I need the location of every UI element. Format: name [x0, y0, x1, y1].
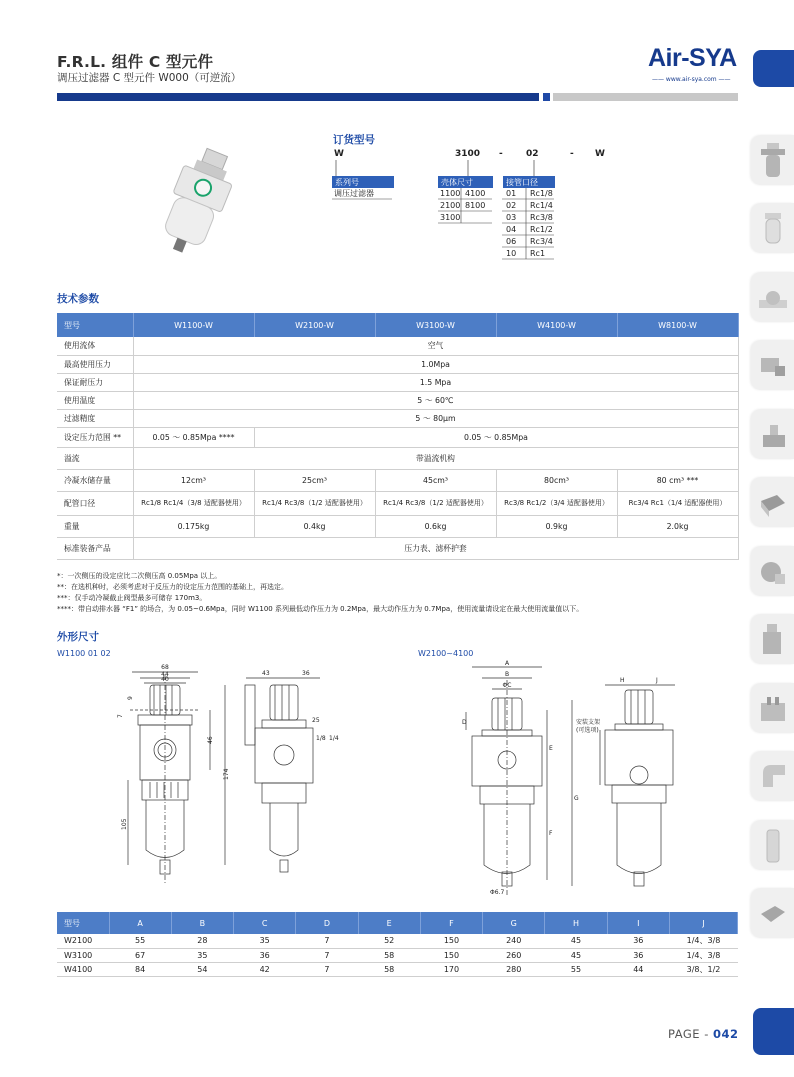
code-series: W — [334, 149, 344, 159]
row-label: 冷凝水储存量 — [57, 469, 133, 491]
series-value: 调压过滤器 — [334, 189, 374, 198]
port-size: Rc1/2 — [530, 225, 553, 234]
svg-text:ΦC: ΦC — [502, 682, 512, 689]
th-g: G — [483, 912, 545, 934]
th-w3100: W3100-W — [375, 313, 496, 337]
sidebar-tab-valve[interactable] — [751, 340, 794, 390]
sidebar-tab-unit[interactable] — [751, 888, 794, 938]
cell: 150 — [420, 934, 482, 948]
table-row — [57, 427, 738, 447]
code-dash-2: - — [570, 149, 574, 159]
row-value: Rc1/4 Rc3/8（1/2 适配器使用） — [254, 491, 375, 515]
regulator-icon — [757, 415, 789, 455]
page-prefix: PAGE - — [668, 1027, 709, 1041]
row-label: 使用流体 — [57, 337, 133, 355]
drawing-label-left: W1100 01 02 — [57, 649, 111, 658]
chapter-tab[interactable] — [753, 50, 794, 87]
svg-text:46: 46 — [207, 736, 214, 744]
size-cell: 1100 — [440, 189, 461, 198]
size-cell: 4100 — [465, 189, 486, 198]
svg-text:G: G — [574, 795, 579, 802]
table-row — [57, 948, 738, 962]
cell: 58 — [358, 948, 420, 962]
fitting-icon — [757, 278, 789, 318]
row-value: Rc1/4 Rc3/8（1/2 适配器使用） — [375, 491, 496, 515]
row-label: 最高使用压力 — [57, 355, 133, 373]
table-row — [57, 515, 738, 537]
cell: 67 — [109, 948, 171, 962]
cell: 1/4、3/8 — [670, 948, 738, 962]
row-value: 5 ～ 60℃ — [133, 391, 738, 409]
cell: 36 — [234, 948, 296, 962]
svg-text:B: B — [504, 671, 510, 678]
elbow-fitting-icon — [757, 757, 789, 797]
cell: 44 — [607, 962, 669, 976]
row-value: 空气 — [133, 337, 738, 355]
th-model: 型号 — [57, 912, 109, 934]
th-i: I — [607, 912, 669, 934]
code-option: W — [595, 149, 605, 159]
tech-table — [57, 313, 739, 560]
row-label: 设定压力范围 ** — [57, 427, 133, 447]
cell: 3/8、1/2 — [670, 962, 738, 976]
th-d: D — [296, 912, 358, 934]
svg-text:E: E — [549, 745, 553, 752]
svg-text:40: 40 — [161, 676, 169, 683]
sidebar-tab-manifold[interactable] — [751, 614, 794, 664]
cell: 35 — [234, 934, 296, 948]
port-code: 06 — [506, 237, 517, 246]
tech-header-row — [57, 313, 738, 337]
port-header: 接管口径 — [503, 176, 555, 188]
row-value: 0.4kg — [254, 515, 375, 537]
cell: W3100 — [57, 948, 109, 962]
port-size: Rc3/8 — [530, 213, 553, 222]
svg-text:1/4: 1/4 — [329, 735, 339, 742]
sidebar-tab-block[interactable] — [751, 477, 794, 527]
ordering-title: 订货型号 — [333, 134, 375, 146]
port-size: Rc1/4 — [530, 201, 553, 210]
row-label: 配管口径 — [57, 491, 133, 515]
row-value: 80 cm³ *** — [617, 469, 738, 491]
tech-title: 技术参数 — [57, 293, 99, 305]
drawing-w2100-4100 — [450, 660, 710, 900]
svg-text:Φ6.7: Φ6.7 — [490, 889, 505, 896]
valve-icon — [757, 346, 789, 386]
table-row — [57, 337, 738, 355]
port-code: 10 — [506, 249, 517, 258]
table-row — [57, 355, 738, 373]
row-label: 标准装备产品 — [57, 537, 133, 559]
cell: 45 — [545, 948, 607, 962]
table-row — [57, 962, 738, 976]
page-tab[interactable] — [753, 1008, 794, 1055]
row-value: 0.9kg — [496, 515, 617, 537]
cell: 55 — [109, 934, 171, 948]
svg-text:36: 36 — [302, 670, 310, 677]
table-row — [57, 391, 738, 409]
cell: W2100 — [57, 934, 109, 948]
svg-text:J: J — [656, 677, 658, 684]
row-label: 过滤精度 — [57, 409, 133, 427]
port-code: 02 — [506, 201, 517, 210]
svg-text:D: D — [462, 719, 467, 726]
cell: 240 — [483, 934, 545, 948]
row-label: 使用温度 — [57, 391, 133, 409]
page-number — [668, 1027, 739, 1041]
table-row — [57, 537, 738, 559]
svg-text:68: 68 — [161, 664, 169, 671]
row-value: 80cm³ — [496, 469, 617, 491]
table-row — [57, 491, 738, 515]
row-value: 25cm³ — [254, 469, 375, 491]
cell: 260 — [483, 948, 545, 962]
row-value: 0.175kg — [133, 515, 254, 537]
port-size: Rc3/4 — [530, 237, 553, 246]
sidebar-tab-regulator[interactable] — [751, 409, 794, 459]
product-photo — [125, 140, 265, 270]
port-code: 01 — [506, 189, 517, 198]
row-value: 0.6kg — [375, 515, 496, 537]
row-value: Rc1/8 Rc1/4（3/8 适配器使用） — [133, 491, 254, 515]
series-header: 系列号 — [332, 176, 394, 188]
size-cell: 2100 — [440, 201, 461, 210]
sidebar-tab-pressure[interactable] — [751, 683, 794, 733]
svg-text:安装支架: 安装支架 — [576, 719, 601, 726]
row-value: 12cm³ — [133, 469, 254, 491]
sidebar-tab-actuator[interactable] — [751, 546, 794, 596]
cell: 35 — [171, 948, 233, 962]
drawing-w1100 — [110, 660, 360, 895]
block-icon — [757, 483, 789, 523]
cell: 170 — [420, 962, 482, 976]
cell: 58 — [358, 962, 420, 976]
dimensions-title: 外形尺寸 — [57, 631, 99, 643]
th-w1100: W1100-W — [133, 313, 254, 337]
actuator-icon — [757, 552, 789, 592]
header-bar-dot — [543, 93, 550, 101]
svg-text:H: H — [620, 677, 625, 684]
th-c: C — [234, 912, 296, 934]
note-1: *：一次侧压的设定应比二次侧压高 0.05Mpa 以上。 — [57, 572, 222, 580]
svg-text:7: 7 — [117, 714, 124, 718]
note-2: **：在选机种时，必须考虑对于反压力的设定压力范围的基础上，再选定。 — [57, 583, 288, 591]
th-j: J — [670, 912, 738, 934]
cell: 36 — [607, 934, 669, 948]
sidebar-tab-fitting[interactable] — [751, 272, 794, 322]
size-cell: 8100 — [465, 201, 486, 210]
row-value: Rc3/4 Rc1（1/4 适配器使用） — [617, 491, 738, 515]
silencer-icon — [757, 826, 789, 866]
svg-text:1/8: 1/8 — [316, 735, 326, 742]
cell: 55 — [545, 962, 607, 976]
port-code: 04 — [506, 225, 517, 234]
dimensions-table — [57, 912, 738, 977]
th-h: H — [545, 912, 607, 934]
svg-text:(可选项): (可选项) — [576, 727, 599, 734]
cell: 150 — [420, 948, 482, 962]
cell: 36 — [607, 948, 669, 962]
table-row — [57, 409, 738, 427]
svg-text:44: 44 — [161, 671, 169, 678]
code-size: 3100 — [455, 149, 481, 159]
page-title: F.R.L. 组件 C 型元件 — [57, 53, 214, 71]
table-row — [57, 447, 738, 469]
sidebar-tab-frl[interactable] — [751, 135, 794, 185]
th-w8100: W8100-W — [617, 313, 738, 337]
page-subtitle: 调压过滤器 C 型元件 W000（可逆流） — [57, 72, 242, 84]
cell: 54 — [171, 962, 233, 976]
row-value: 45cm³ — [375, 469, 496, 491]
port-size: Rc1/8 — [530, 189, 553, 198]
row-label: 重量 — [57, 515, 133, 537]
th-w4100: W4100-W — [496, 313, 617, 337]
header-bar-grey — [553, 93, 738, 101]
row-value: 0.05 ～ 0.85Mpa **** — [133, 427, 254, 447]
note-4: ****：带自动排水器 “F1” 的场合，为 0.05~0.6Mpa，同时 W1100 系列最低动作压力为 0.2Mpa，最大动作压力为 0.7Mpa，使用流量请设定在最大使用流量值以下。 — [57, 605, 584, 613]
note-3: ***：仅手动冷凝截止阀型最多可储存 170m3。 — [57, 594, 207, 602]
manifold-icon — [757, 620, 789, 660]
pressure-switch-icon — [757, 689, 789, 729]
cell: 42 — [234, 962, 296, 976]
th-model: 型号 — [57, 313, 133, 337]
sidebar-tab-filter[interactable] — [751, 203, 794, 253]
brand-url: —— www.air-sya.com —— — [652, 76, 731, 83]
dim-header-row — [57, 912, 738, 934]
size-cell: 3100 — [440, 213, 461, 222]
cell: 84 — [109, 962, 171, 976]
cell: 1/4、3/8 — [670, 934, 738, 948]
cell: 280 — [483, 962, 545, 976]
row-value: 0.05 ～ 0.85Mpa — [254, 427, 738, 447]
th-b: B — [171, 912, 233, 934]
sidebar-tab-elbow[interactable] — [751, 751, 794, 801]
th-a: A — [109, 912, 171, 934]
code-port: 02 — [526, 149, 539, 159]
row-value: 1.0Mpa — [133, 355, 738, 373]
row-value: 5 ～ 80μm — [133, 409, 738, 427]
sidebar-tab-silencer[interactable] — [751, 820, 794, 870]
cell: W4100 — [57, 962, 109, 976]
header-bar — [57, 93, 539, 101]
table-row — [57, 934, 738, 948]
th-e: E — [358, 912, 420, 934]
svg-text:A: A — [504, 660, 510, 667]
row-label: 溢流 — [57, 447, 133, 469]
row-value: 1.5 Mpa — [133, 373, 738, 391]
svg-text:105: 105 — [121, 818, 128, 830]
frl-unit-icon — [757, 141, 789, 181]
port-size: Rc1 — [530, 249, 546, 258]
code-dash-1: - — [499, 149, 503, 159]
row-value: 压力表、滤杯护套 — [133, 537, 738, 559]
filter-icon — [757, 209, 789, 249]
table-row — [57, 469, 738, 491]
table-row — [57, 373, 738, 391]
svg-text:43: 43 — [262, 670, 270, 677]
cell: 45 — [545, 934, 607, 948]
cell: 52 — [358, 934, 420, 948]
row-label: 保证耐压力 — [57, 373, 133, 391]
svg-text:25: 25 — [312, 717, 320, 724]
th-f: F — [420, 912, 482, 934]
svg-text:9: 9 — [127, 696, 134, 700]
th-w2100: W2100-W — [254, 313, 375, 337]
row-value: 带溢流机构 — [133, 447, 738, 469]
row-value: 2.0kg — [617, 515, 738, 537]
page-number-value: 042 — [713, 1027, 739, 1041]
row-value: Rc3/8 Rc1/2（3/4 适配器使用） — [496, 491, 617, 515]
cell: 7 — [296, 962, 358, 976]
brand-logo: Air-SYA — [648, 44, 737, 72]
cell: 28 — [171, 934, 233, 948]
cell: 7 — [296, 934, 358, 948]
unit-icon — [757, 894, 789, 934]
drawing-label-right: W2100~4100 — [418, 649, 474, 658]
size-header: 壳体尺寸 — [438, 176, 493, 188]
port-code: 03 — [506, 213, 517, 222]
svg-text:174: 174 — [223, 768, 230, 780]
svg-text:F: F — [549, 830, 553, 837]
cell: 7 — [296, 948, 358, 962]
